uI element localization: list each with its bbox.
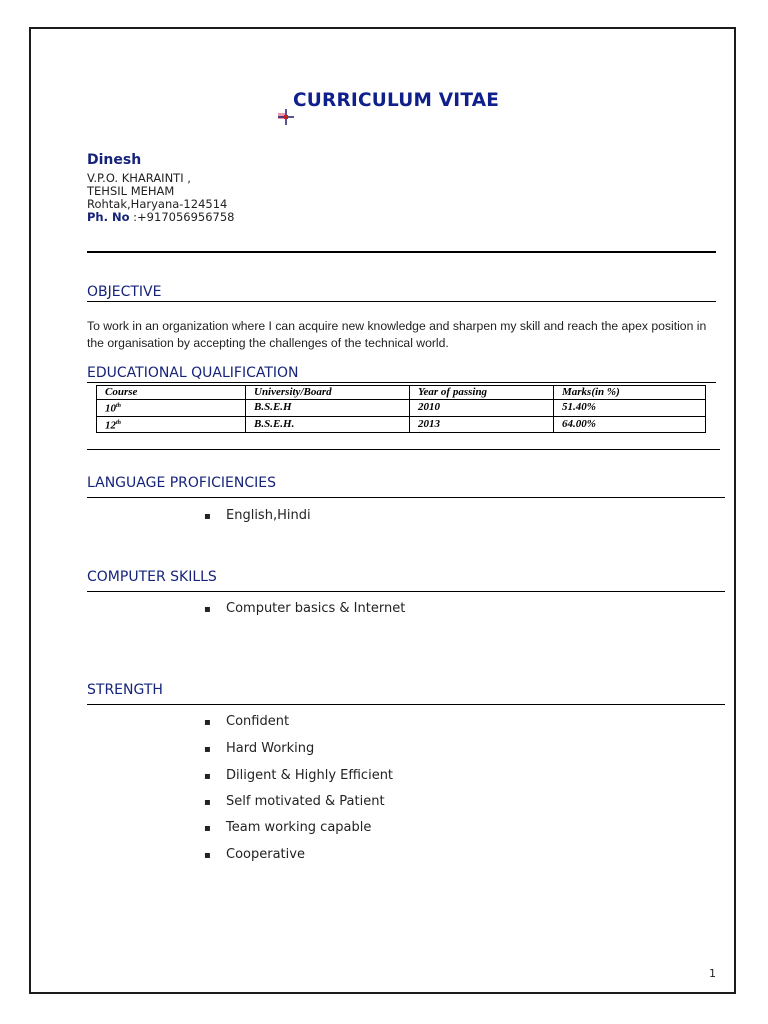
bullet-icon: ▪ xyxy=(204,717,211,728)
address-line: V.P.O. KHARAINTI , xyxy=(87,171,191,185)
table-row xyxy=(97,400,706,417)
section-divider xyxy=(87,497,725,498)
list-item: ▪ Confident xyxy=(204,714,290,729)
table-cell: 2013 xyxy=(410,416,554,433)
bullet-icon: ▪ xyxy=(204,771,211,782)
table-cell: 64.00% xyxy=(554,416,706,433)
phone-line xyxy=(87,211,234,224)
column-header: University/Board xyxy=(246,386,410,400)
bullet-icon: ▪ xyxy=(204,744,211,755)
candidate-name: Dinesh xyxy=(87,152,142,168)
list-item: ▪ Hard Working xyxy=(204,741,315,756)
document-title: CURRICULUM VITAE xyxy=(293,90,500,111)
table-cell: 51.40% xyxy=(554,400,706,417)
objective-text: To work in an organization where I can acquire new knowledge and sharpen my skill and reach the apex position in the organisation by accepting the challenges of the technical world. xyxy=(87,319,707,350)
column-header: Course xyxy=(97,386,246,400)
education-table xyxy=(96,385,706,433)
table-cell: 12th xyxy=(97,416,246,433)
languages-heading: LANGUAGE PROFICIENCIES xyxy=(87,475,276,491)
phone-value: :+917056956758 xyxy=(129,210,235,224)
section-divider xyxy=(87,382,716,383)
bullet-icon: ▪ xyxy=(204,823,211,834)
list-item: ▪ Cooperative xyxy=(204,847,305,862)
list-item: ▪ Computer basics & Internet xyxy=(204,601,406,616)
computer-skills-heading: COMPUTER SKILLS xyxy=(87,569,217,585)
crosshair-icon xyxy=(278,109,294,125)
bullet-icon: ▪ xyxy=(204,797,211,808)
table-cell: B.S.E.H. xyxy=(246,416,410,433)
header-divider xyxy=(87,251,716,253)
table-row xyxy=(97,416,706,433)
column-header: Marks(in %) xyxy=(554,386,706,400)
bullet-icon: ▪ xyxy=(204,850,211,861)
education-heading: EDUCATIONAL QUALIFICATION xyxy=(87,365,299,381)
bullet-icon: ▪ xyxy=(204,511,211,522)
list-item: ▪ English,Hindi xyxy=(204,508,311,523)
table-header-row xyxy=(97,386,706,400)
table-cell: B.S.E.H xyxy=(246,400,410,417)
column-header: Year of passing xyxy=(410,386,554,400)
table-cell: 10th xyxy=(97,400,246,417)
section-divider xyxy=(87,301,716,302)
page-number: 1 xyxy=(709,967,716,980)
section-divider xyxy=(87,591,725,592)
phone-label: Ph. No xyxy=(87,210,130,224)
section-divider xyxy=(87,704,725,705)
list-item: ▪ Team working capable xyxy=(204,820,372,835)
address-line: Rohtak,Haryana-124514 xyxy=(87,197,228,211)
objective-heading: OBJECTIVE xyxy=(87,284,162,300)
section-divider xyxy=(87,449,720,450)
list-item: ▪ Diligent & Highly Efficient xyxy=(204,768,394,783)
address-line: TEHSIL MEHAM xyxy=(87,184,175,198)
table-cell: 2010 xyxy=(410,400,554,417)
strength-heading: STRENGTH xyxy=(87,682,163,698)
bullet-icon: ▪ xyxy=(204,604,211,615)
list-item: ▪ Self motivated & Patient xyxy=(204,794,385,809)
